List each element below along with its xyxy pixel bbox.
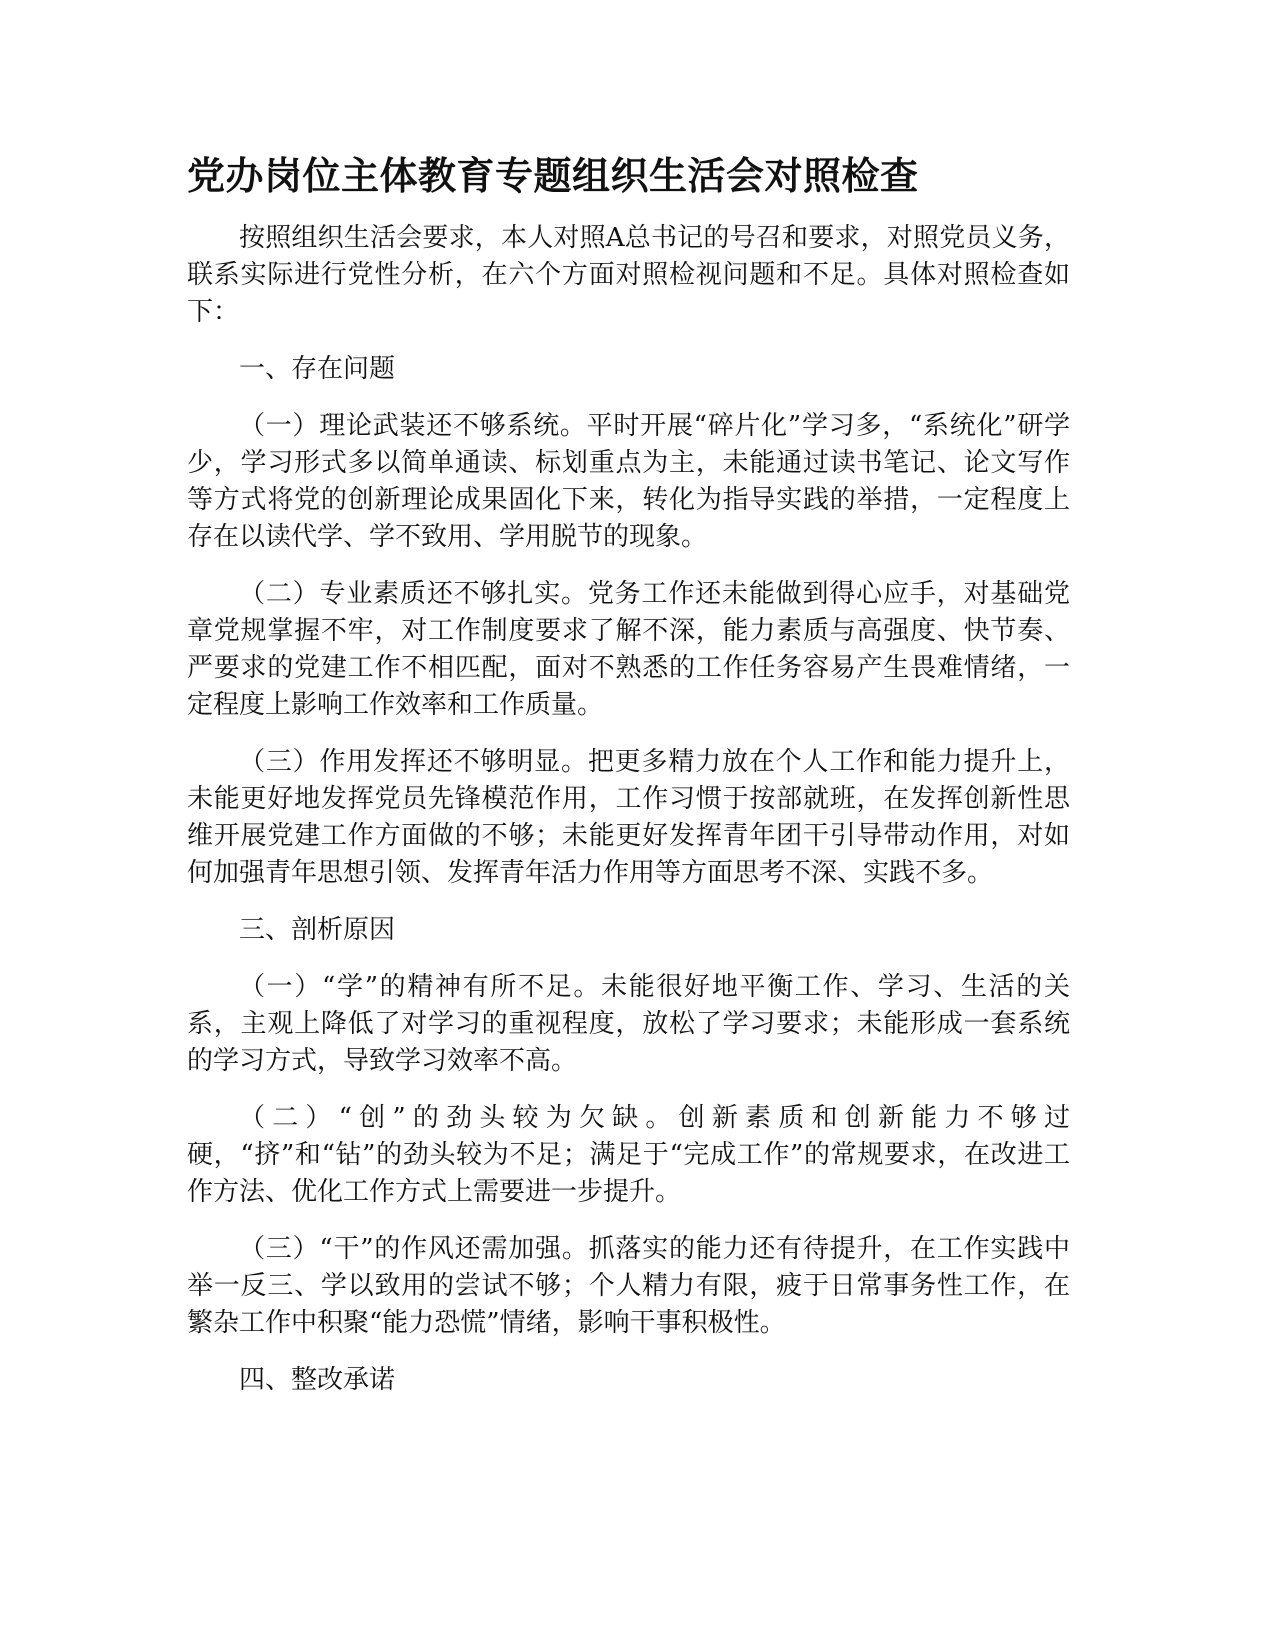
problem-item-2: （二）专业素质还不够扎实。党务工作还未能做到得心应手，对基础党章党规掌握不牢，对工作制度要求了解不深，能力素质与高强度、快节奏、严要求的党建工作不相匹配，面对不熟悉的工作任务容易产生畏难情绪，一定程度上影响工作效率和工作质量。 [187, 579, 1070, 720]
intro-paragraph: 按照组织生活会要求，本人对照A总书记的号召和要求，对照党员义务，联系实际进行党性分析，在六个方面对照检视问题和不足。具体对照检查如下： [187, 223, 1070, 327]
problem-item-1: （一）理论武装还不够系统。平时开展“碎片化”学习多，“系统化”研学少，学习形式多以简单通读、标划重点为主，未能通过读书笔记、论文写作等方式将党的创新理论成果固化下来，转化为指导实践的举措，一定程度上存在以读代学、学不致用、学用脱节的现象。 [187, 411, 1070, 552]
document-body [187, 220, 1070, 1419]
cause-item-1: （一）“学”的精神有所不足。未能很好地平衡工作、学习、生活的关系，主观上降低了对学习的重视程度，放松了学习要求；未能形成一套系统的学习方式，导致学习效率不高。 [187, 972, 1070, 1076]
cause-item-3: （三）“干”的作风还需加强。抓落实的能力还有待提升，在工作实践中举一反三、学以致用的尝试不够；个人精力有限，疲于日常事务性工作，在繁杂工作中积聚“能力恐慌”情绪，影响干事积极性。 [187, 1234, 1070, 1338]
problem-item-3: （三）作用发挥还不够明显。把更多精力放在个人工作和能力提升上，未能更好地发挥党员先锋模范作用，工作习惯于按部就班，在发挥创新性思维开展党建工作方面做的不够；未能更好发挥青年团干引导带动作用，对如何加强青年思想引领、发挥青年活力作用等方面思考不深、实践不多。 [187, 747, 1070, 888]
section-heading-problems: 一、存在问题 [239, 354, 396, 384]
section-heading-commitment: 四、整改承诺 [239, 1365, 396, 1395]
cause-item-2: （二）“创”的劲头较为欠缺。创新素质和创新能力不够过硬，“挤”和“钻”的劲头较为不足；满足于“完成工作”的常规要求，在改进工作方法、优化工作方式上需要进一步提升。 [187, 1103, 1070, 1207]
section-heading-causes: 三、剖析原因 [239, 915, 396, 945]
document-title: 党办岗位主体教育专题组织生活会对照检查 [187, 154, 919, 198]
